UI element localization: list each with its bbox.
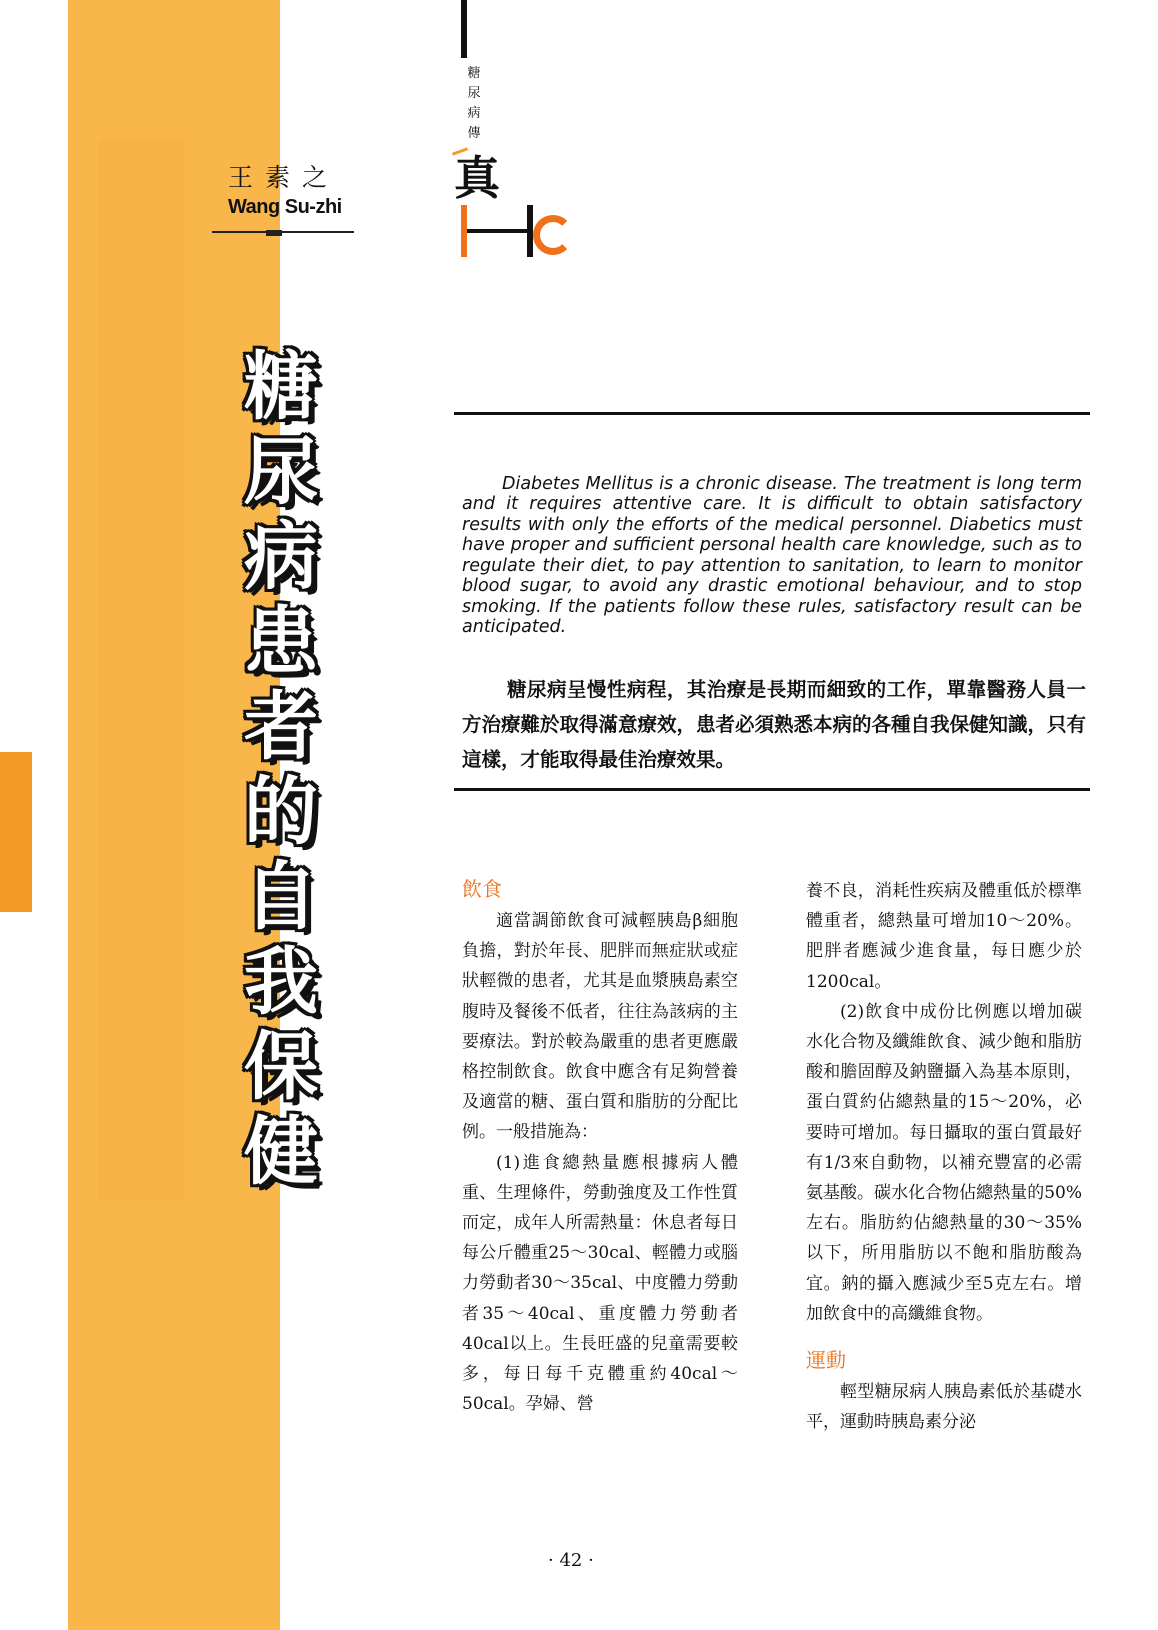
section-heading-diet: 飲食 <box>462 877 502 901</box>
title-char: 糖 <box>244 344 318 430</box>
author-name-chinese: 王素之 <box>228 163 340 192</box>
page-edge-tab <box>0 752 32 912</box>
diet-paragraph-2-continued: 養不良，消耗性疾病及體重低於標準體重者，總熱量可增加10～20%。肥胖者應減少進食量，每日應少於1200cal。 <box>806 881 1082 992</box>
column-label-char: 傳 <box>467 126 481 141</box>
author-underline <box>212 231 354 233</box>
title-char: 者 <box>244 684 318 770</box>
diet-paragraph-2: (1)進食總熱量應根據病人體重、生理條件，勞動強度及工作性質而定，成年人所需熱量：休息者每日每公斤體重25～30cal、輕體力或腦力勞動者30～35cal、中度體力勞動者35～40cal、重度體力勞動者40cal以上。生長旺盛的兒童需要較多，每日每千克體重約40cal～50cal。孕婦、營 <box>462 1152 738 1415</box>
orange-band-shade <box>98 140 184 1200</box>
diet-paragraph-3: (2)飲食中成份比例應以增加碳水化合物及纖維飲食、減少飽和脂肪酸和膽固醇及鈉鹽攝入為基本原則，蛋白質約佔總熱量的15～20%，必要時可增加。每日攝取的蛋白質最好有1/3來自動物，以補充豐富的必需氨基酸。碳水化合物佔總熱量的50%左右。脂肪約佔總熱量的30～35%以下，所用脂肪以不飽和脂肪酸為宜。鈉的攝入應減少至5克左右。增加飲食中的高纖維食物。 <box>806 1001 1082 1324</box>
abstract-bottom-rule <box>454 788 1090 791</box>
title-char: 我 <box>244 939 318 1025</box>
body-column-1 <box>462 872 738 1419</box>
exercise-paragraph-1: 輕型糖尿病人胰島素低於基礎水平，運動時胰島素分泌 <box>806 1382 1082 1433</box>
hc-logo-h-right <box>527 205 533 257</box>
column-marker-bar <box>461 0 467 58</box>
column-label-char: 糖 <box>467 66 481 81</box>
column-label <box>464 64 484 144</box>
body-column-2 <box>806 876 1082 1437</box>
title-char: 患 <box>244 599 318 685</box>
abstract-top-rule <box>454 412 1090 415</box>
title-char: 自 <box>244 854 318 940</box>
title-char: 病 <box>244 514 318 600</box>
title-char: 保 <box>244 1024 318 1110</box>
article-title <box>236 345 326 1195</box>
author-underline-mark <box>266 230 282 236</box>
abstract-english: Diabetes Mellitus is a chronic disease. The treatment is long term and it requires attentive care. It is difficult to obtain satisfactory results with only the efforts of the medical personnel. Diabetics must have proper and sufficient personal health care knowledge, such as to regulate their diet, to pay attention to sanitation, to learn to monitor blood sugar, to avoid any drastic emotional behaviour, and to stop smoking. If the patients follow these rules, satisfactory result can be anticipated. <box>462 473 1082 637</box>
title-char: 健 <box>244 1109 318 1195</box>
title-char: 的 <box>244 769 318 855</box>
title-char: 尿 <box>244 429 318 515</box>
diet-paragraph-1: 適當調節飲食可減輕胰島β細胞負擔，對於年長、肥胖而無症狀或症狀輕微的患者，尤其是血漿胰島素空腹時及餐後不低者，往往為該病的主要療法。對於較為嚴重的患者更應嚴格控制飲食。飲食中應含有足夠營養及適當的糖、蛋白質和脂肪的分配比例。一般措施為： <box>462 911 738 1143</box>
hc-logo-h-bar <box>467 229 527 233</box>
hc-logo-c <box>533 215 573 255</box>
column-big-char: 真 <box>454 151 500 205</box>
column-label-char: 尿 <box>467 86 481 101</box>
section-heading-exercise: 運動 <box>806 1348 846 1373</box>
column-label-char: 病 <box>467 106 481 121</box>
author-name-english: Wang Su-zhi <box>228 196 342 218</box>
abstract-chinese: 糖尿病呈慢性病程，其治療是長期而細致的工作，單靠醫務人員一方治療難於取得滿意療效，患者必須熟悉本病的各種自我保健知識，只有這樣，才能取得最佳治療效果。 <box>462 677 1087 771</box>
page-number: · 42 · <box>548 1550 594 1571</box>
